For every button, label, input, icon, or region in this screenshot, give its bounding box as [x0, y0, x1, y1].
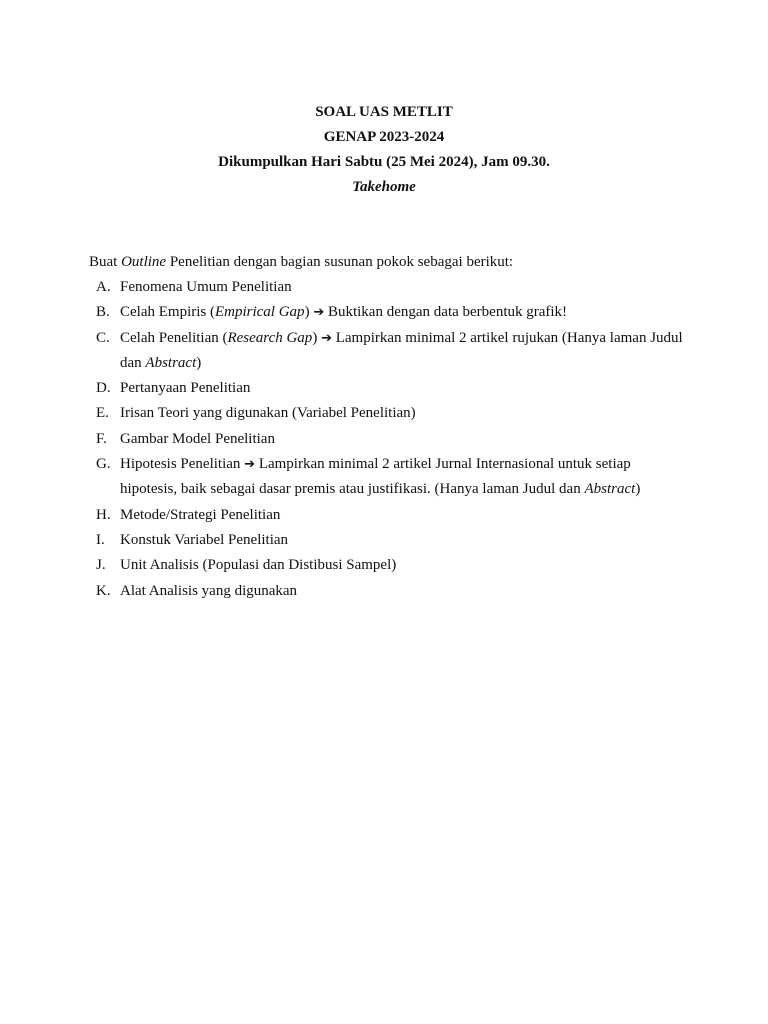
list-marker: G. — [96, 456, 111, 473]
list-item-text: Gambar Model Penelitian — [120, 430, 275, 447]
list-item-c — [96, 326, 686, 377]
list-item-text: Fenomena Umum Penelitian — [120, 279, 292, 295]
list-item-italic: Abstract — [145, 354, 197, 371]
list-item-italic: Abstract — [584, 481, 636, 498]
instruction-italic: Outline — [121, 254, 167, 270]
list-item-a — [96, 275, 686, 300]
list-item-text: Lampirkan minimal 2 artikel rujukan (Hanya laman Judul dan — [120, 329, 683, 371]
list-item-h — [96, 503, 686, 528]
list-item-d — [96, 376, 686, 401]
list-item-text: Unit Analisis (Populasi dan Distibusi Sampel) — [120, 557, 397, 574]
list-marker: K. — [96, 582, 111, 599]
list-item-j — [96, 553, 686, 578]
list-item-g — [96, 452, 686, 503]
list-item-text: ) — [312, 329, 322, 346]
list-marker: F. — [96, 430, 107, 447]
list-item-text: ) — [196, 354, 202, 371]
exam-title: SOAL UAS METLIT — [315, 104, 453, 120]
list-item-f — [96, 427, 686, 452]
list-item-text: ) — [635, 481, 641, 498]
list-item-text: Alat Analisis yang digunakan — [120, 582, 298, 599]
list-marker: H. — [96, 506, 111, 523]
list-item-text: Celah Penelitian ( — [120, 329, 228, 346]
list-item-text: ) — [304, 304, 314, 321]
exam-term: GENAP 2023-2024 — [323, 129, 445, 145]
list-item-i — [96, 528, 686, 553]
list-item-e — [96, 401, 686, 426]
arrow-right-icon: ➔ — [313, 305, 325, 321]
list-item-text: Pertanyaan Penelitian — [120, 380, 251, 397]
list-item-k — [96, 579, 686, 604]
list-marker: B. — [96, 304, 110, 321]
list-marker: J. — [96, 557, 106, 574]
document-header — [0, 100, 768, 200]
list-item-text: Metode/Strategi Penelitian — [120, 506, 281, 523]
instruction-suffix: Penelitian dengan bagian susunan pokok sebagai berikut: — [166, 254, 514, 270]
submission-deadline: Dikumpulkan Hari Sabtu (25 Mei 2024), Jam 09.30. — [218, 154, 550, 170]
list-item-text: Buktikan dengan data berbentuk grafik! — [324, 304, 568, 321]
list-marker: I. — [96, 531, 105, 548]
list-item-text: Hipotesis Penelitian — [120, 456, 245, 473]
list-marker: D. — [96, 380, 111, 397]
outline-list — [96, 275, 686, 604]
list-item-b — [96, 300, 686, 325]
instruction-prefix: Buat — [89, 254, 122, 270]
list-marker: E. — [96, 405, 109, 422]
exam-mode: Takehome — [352, 179, 416, 195]
list-item-text: Celah Empiris ( — [120, 304, 215, 321]
arrow-right-icon: ➔ — [244, 457, 256, 473]
list-marker: A. — [96, 279, 111, 295]
list-item-text: Irisan Teori yang digunakan (Variabel Penelitian) — [120, 405, 416, 422]
list-marker: C. — [96, 329, 110, 346]
list-item-italic: Research Gap — [227, 329, 313, 346]
list-item-italic: Empirical Gap — [214, 304, 305, 321]
instruction-text — [89, 250, 689, 275]
list-item-text: Lampirkan minimal 2 artikel Jurnal Internasional untuk setiap hipotesis, baik sebagai dasar premis atau justifikasi. (Hanya laman Judul dan — [120, 456, 631, 498]
arrow-right-icon: ➔ — [321, 330, 332, 346]
list-item-text: Konstuk Variabel Penelitian — [120, 531, 289, 548]
